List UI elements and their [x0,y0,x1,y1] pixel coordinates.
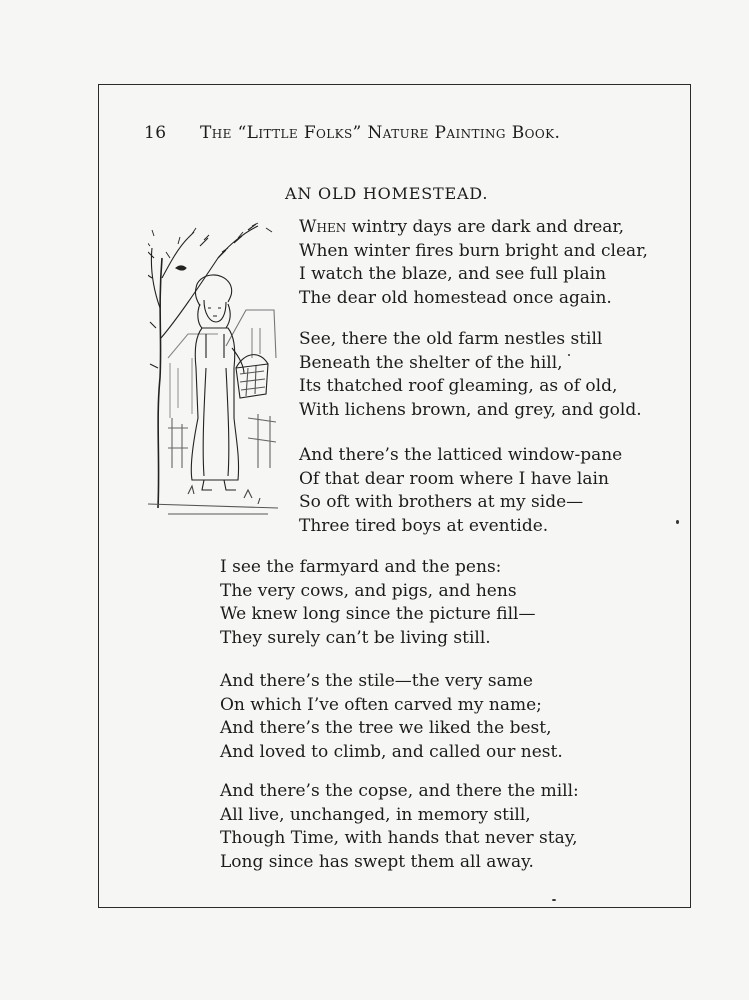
poem-line: And there’s the tree we liked the best, [220,718,552,739]
poem-line: Beneath the shelter of the hill, [299,352,563,373]
poem-line: Three tired boys at eventide. [299,516,549,537]
stanza-2 [299,328,642,423]
poem-title: AN OLD HOMESTEAD. [285,184,489,203]
stanza-1 [299,216,648,311]
poem-line: And there’s the copse, and there the mill: [220,781,579,801]
poem-line: I see the farmyard and the pens: [220,557,502,577]
poem-line: The dear old homestead once again. [299,288,612,309]
poem-line: Of that dear room where I have lain [299,468,609,489]
poem-line: And loved to climb, and called our nest. [220,742,563,763]
poem-line: When wintry days are dark and drear, [299,217,625,237]
girl-with-basket-illustration [148,218,280,520]
poem-line: Its thatched roof gleaming, as of old, [299,376,618,397]
poem-line: When winter fires burn bright and clear, [299,240,648,261]
poem-line: All live, unchanged, in memory still, [220,804,531,825]
poem-line: Though Time, with hands that never stay, [220,828,578,849]
poem-line: So oft with brothers at my side— [299,492,584,513]
ink-speck [676,520,679,524]
poem-line: I watch the blaze, and see full plain [299,264,607,285]
poem-line: And there’s the latticed window-pane [299,445,623,465]
poem-line: They surely can’t be living still. [220,628,491,649]
stanza-6 [220,780,579,875]
running-title: The “Little Folks” Nature Painting Book. [200,123,561,143]
ink-speck [568,354,570,356]
stanza-3 [299,444,622,539]
stanza-5 [220,670,563,765]
poem-line: Long since has swept them all away. [220,852,534,873]
poem-line: We knew long since the picture fill— [220,604,536,625]
stanza-4 [220,556,536,651]
ink-speck [552,899,556,901]
poem-line: With lichens brown, and grey, and gold. [299,400,642,421]
poem-line: On which I’ve often carved my name; [220,694,542,715]
poem-line: And there’s the stile—the very same [220,671,533,691]
poem-line: See, there the old farm nestles still [299,329,603,349]
poem-line: The very cows, and pigs, and hens [220,580,517,601]
page-number: 16 [144,123,167,143]
